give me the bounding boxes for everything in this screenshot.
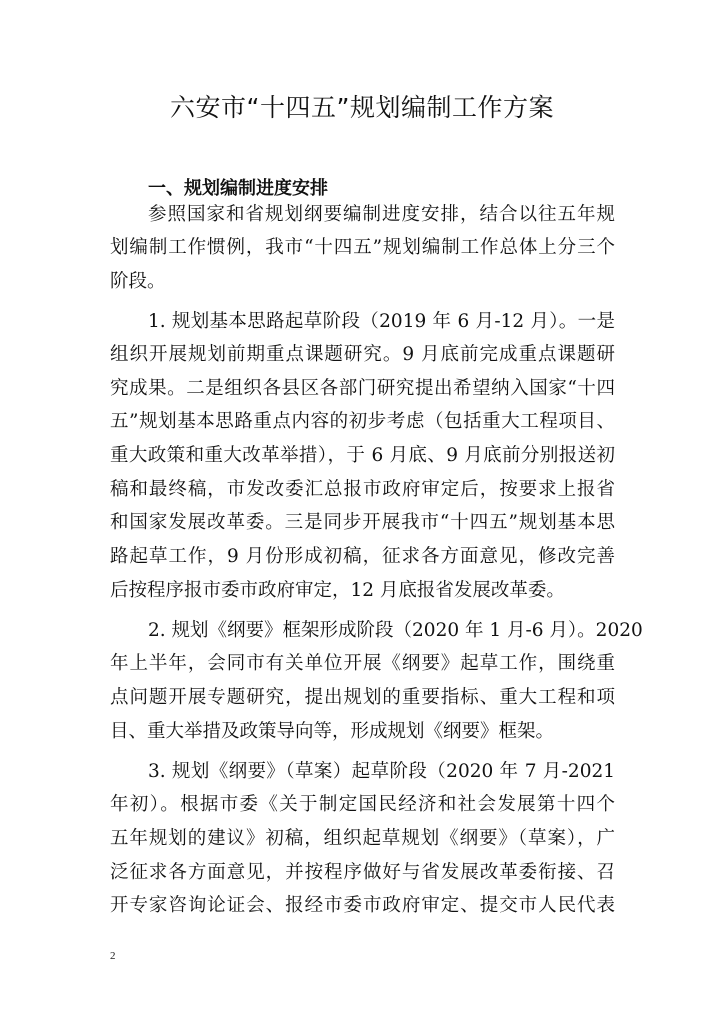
section-heading: 一、规划编制进度安排 <box>148 178 328 199</box>
body-line: 2. 规划《纲要》框架形成阶段（2020 年 1 月-6 月）。2020 <box>148 620 643 641</box>
body-line: 1. 规划基本思路起草阶段（2019 年 6 月-12 月）。一是 <box>148 311 615 332</box>
body-line: 划编制工作惯例，我市“十四五”规划编制工作总体上分三个 <box>110 237 615 258</box>
body-line: 年上半年，会同市有关单位开展《纲要》起草工作，围绕重 <box>110 653 615 674</box>
body-line: 目、重大举措及政策导向等，形成规划《纲要》框架。 <box>110 721 555 742</box>
body-line: 组织开展规划前期重点课题研究。9 月底前完成重点课题研 <box>110 344 615 365</box>
body-line: 阶段。 <box>110 271 166 292</box>
body-line: 3. 规划《纲要》（草案）起草阶段（2020 年 7 月-2021 <box>148 761 615 782</box>
body-line: 年初）。根据市委《关于制定国民经济和社会发展第十四个 <box>110 794 615 815</box>
body-line: 重大政策和重大改革举措），于 6 月底、9 月底前分别报送初 <box>110 445 615 466</box>
body-line: 开专家咨询论证会、报经市委市政府审定、提交市人民代表 <box>110 895 615 916</box>
body-line: 五”规划基本思路重点内容的初步考虑（包括重大工程项目、 <box>110 411 615 432</box>
page-number: 2 <box>110 950 116 962</box>
body-line: 泛征求各方面意见，并按程序做好与省发展改革委衔接、召 <box>110 862 615 883</box>
body-line: 点问题开展专题研究，提出规划的重要指标、重大工程和项 <box>110 687 615 708</box>
document-title: 六安市“十四五”规划编制工作方案 <box>170 93 554 122</box>
body-line: 参照国家和省规划纲要编制进度安排，结合以往五年规 <box>148 204 615 225</box>
body-line: 稿和最终稿，市发改委汇总报市政府审定后，按要求上报省 <box>110 479 615 500</box>
body-line: 路起草工作，9 月份形成初稿，征求各方面意见，修改完善 <box>110 546 615 567</box>
body-line: 究成果。二是组织各县区各部门研究提出希望纳入国家“十四 <box>110 378 615 399</box>
body-line: 后按程序报市委市政府审定，12 月底报省发展改革委。 <box>110 580 565 601</box>
body-line: 五年规划的建议》初稿，组织起草规划《纲要》（草案），广 <box>110 828 615 849</box>
body-line: 和国家发展改革委。三是同步开展我市“十四五”规划基本思 <box>110 512 615 533</box>
